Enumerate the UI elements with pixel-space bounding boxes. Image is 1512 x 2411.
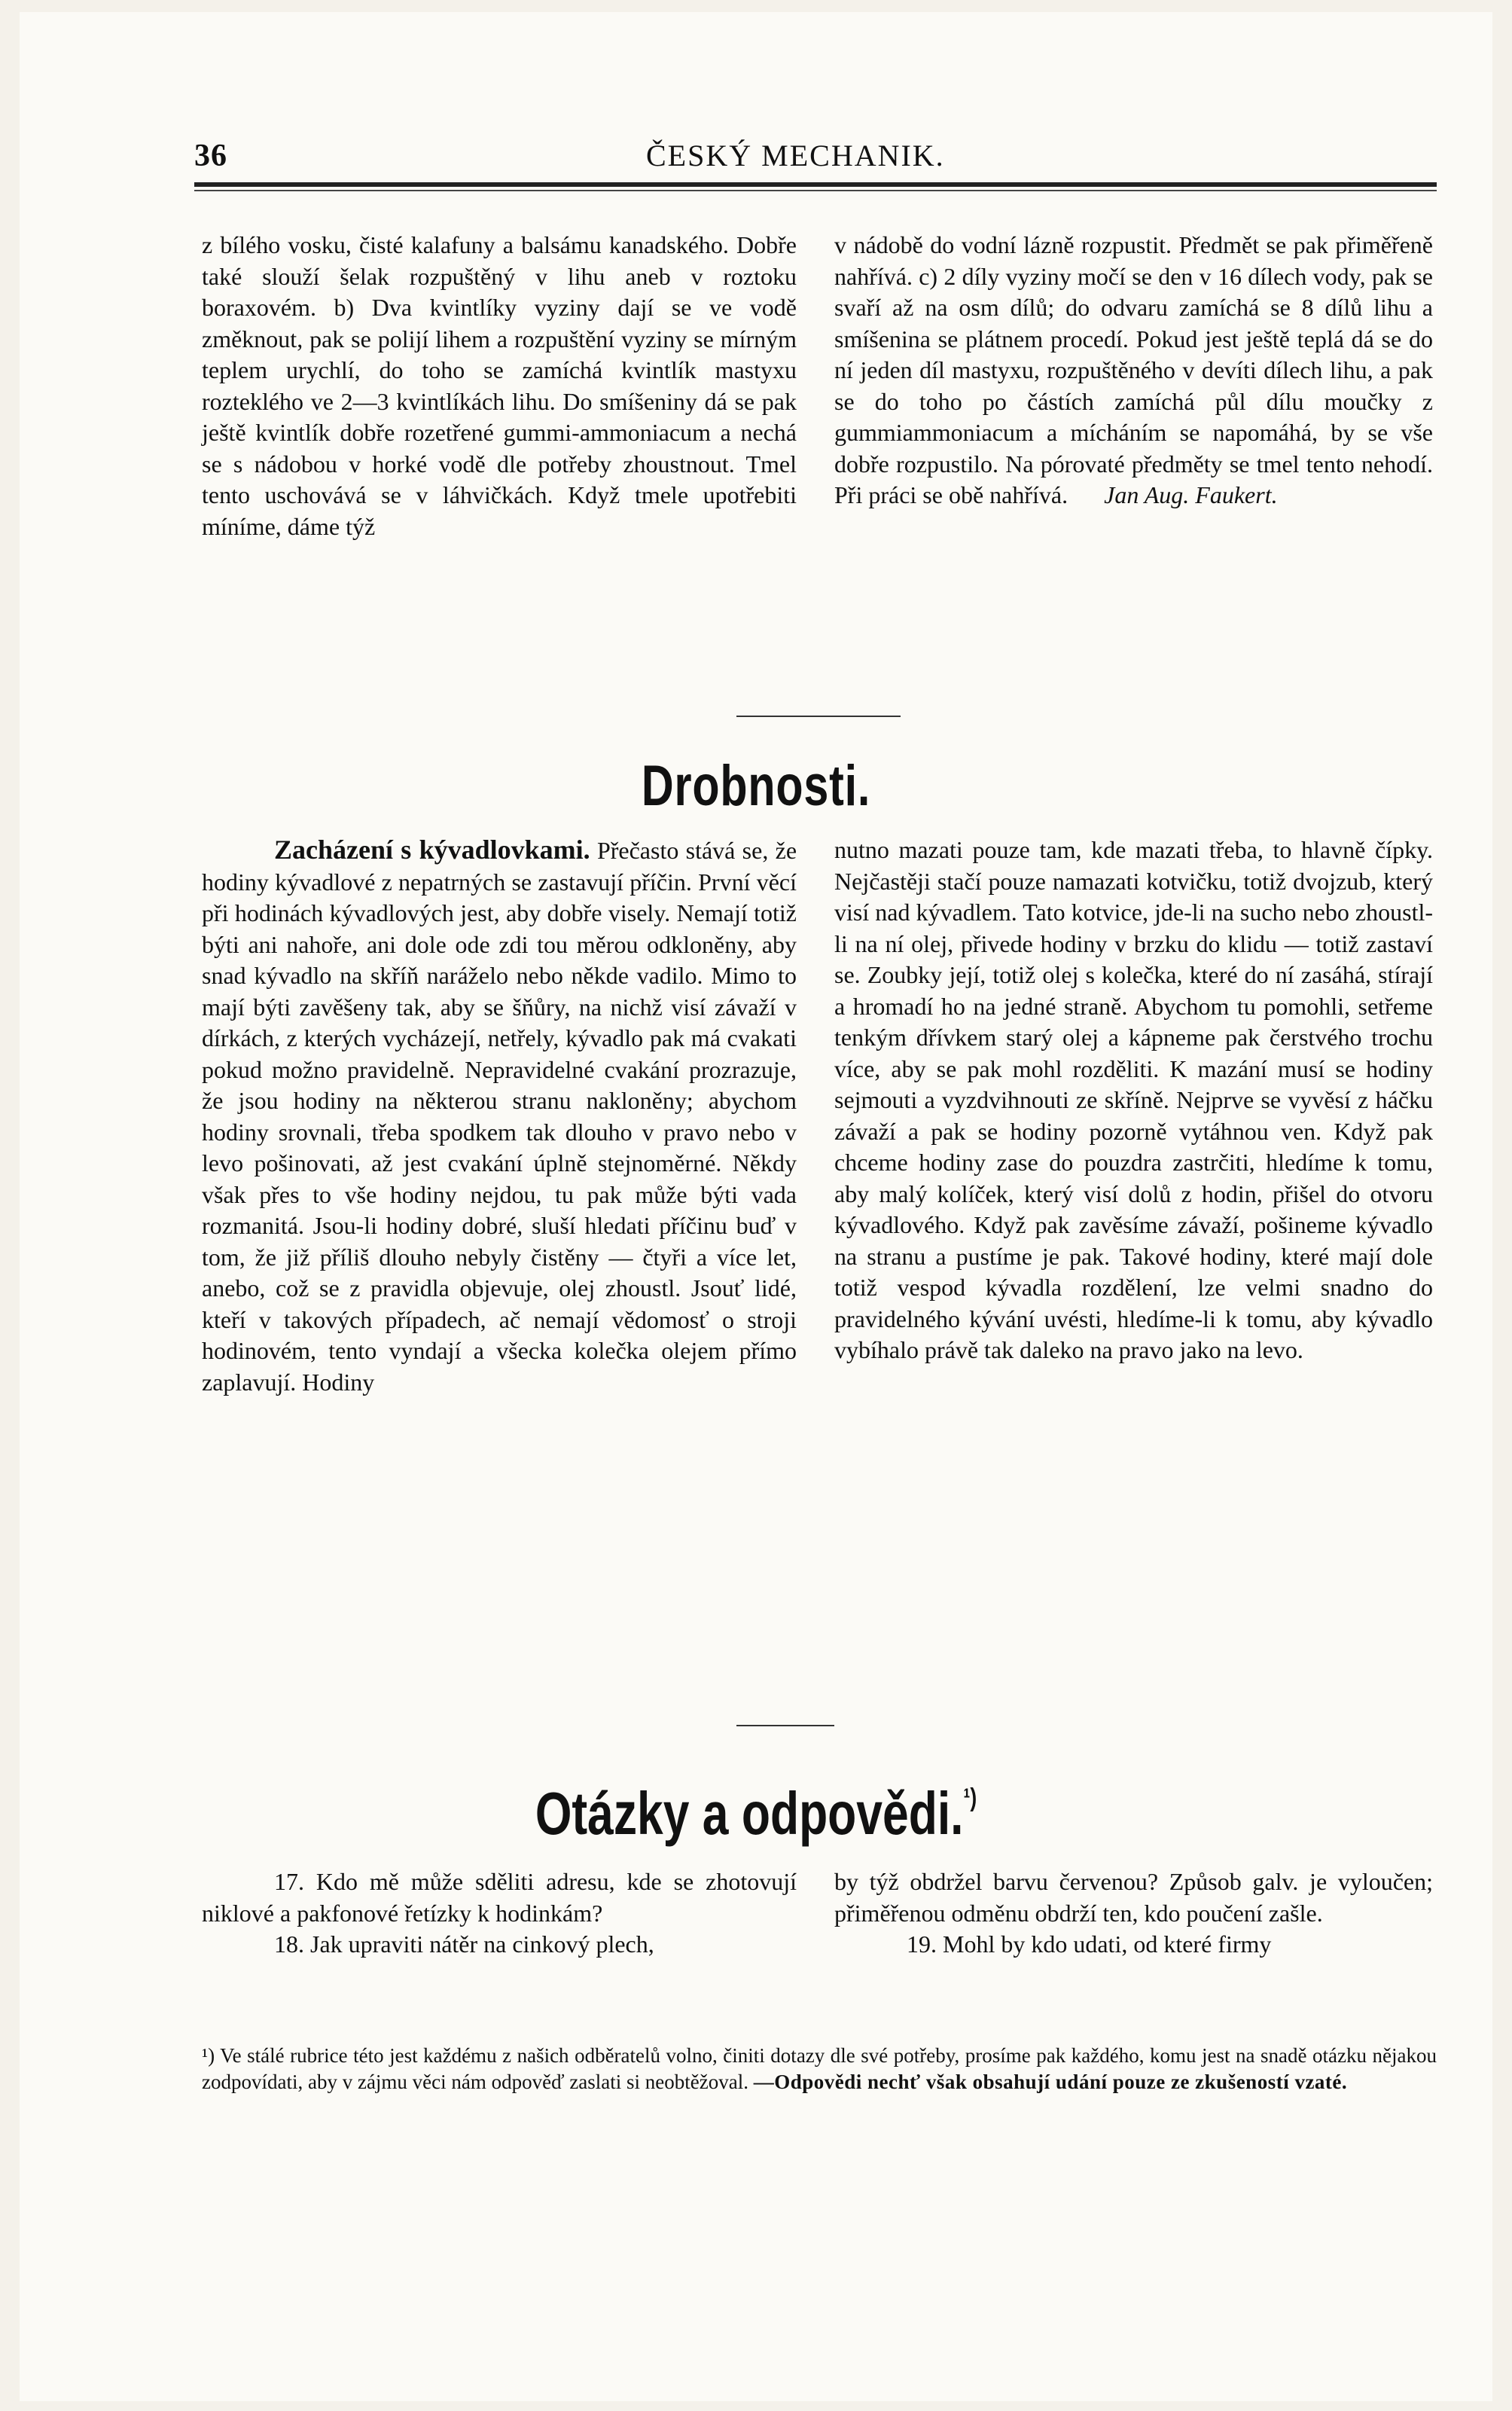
- running-title: ČESKÝ MECHANIK.: [646, 139, 945, 172]
- section-divider-2: [736, 1725, 834, 1726]
- top-article-left-text: z bílého vosku, čisté kalafuny a balsámu kanadského. Dobře také slouží šelak rozpuštěný v lihu aneb v roztoku boraxovém. b) Dva kvintlíky vyziny dají se ve vodě změknout, pak se polijí lihem a rozpuštění vyziny se mírným teplem urychlí, do toho se zamíchá kvintlík mastyxu rozteklého ve 2—3 kvintlíkách lihu. Do smíšeniny dá se pak ještě kvintlík dobře rozetřené gummi-ammoniacum a nechá se s nádobou v horké vodě dle potřeby zhoustnout. Tmel tento uschovává se v láhvičkách. Když tmele upotřebiti míníme, dáme týž: [202, 231, 797, 540]
- otazky-left-column: [202, 1866, 797, 1961]
- question-19: 19. Mohl by kdo udati, od které firmy: [907, 1930, 1272, 1958]
- article-title-kyvadlovky: Zacházení s kývadlovkami.: [274, 835, 590, 865]
- footnote-mark: ¹): [202, 2044, 215, 2067]
- footnote-emphasis: —Odpovědi nechť však obsahují udání pouze ze zkušeností vzaté.: [753, 2071, 1348, 2093]
- heading-otazky: Otázky a odpovědi.$^{^1)}$: [535, 1780, 977, 1847]
- header-rule-thick: [194, 182, 1437, 187]
- heading-drobnosti: Drobnosti.: [641, 754, 871, 818]
- page-header: [194, 138, 1437, 180]
- question-18: 18. Jak upraviti nátěr na cinkový plech,: [274, 1930, 654, 1958]
- header-rule-thin: [194, 190, 1437, 191]
- drobnosti-left-text: Zacházení s kývadlovkami. Přečasto stává se, že hodiny kývadlové z nepatrných se zastavují příčin. První věcí při hodinách kývadlových jest, aby dobře visely. Nemají totiž býti ani nahoře, ani dole ode zdi tou měrou odkloněny, aby snad kývadlo na skříň naráželo nebo někde vadilo. Mimo to mají býti zavěšeny tak, aby se šňůry, na nichž visí závaží v dírkách, z kterých vycházejí, netřely, kývadlo pak má cvakati pokud možno pravidelně. Nepravidelné cvakání prozrazuje, že jsou hodiny na některou stranu nakloněny; abychom hodiny srovnali, třeba spodkem tak dlouho v pravo nebo v levo pošinovati, až jest cvakání úplně stejnoměrné. Někdy však přes to vše hodiny nejdou, tu pak může býti vada rozmanitá. Jsou-li hodiny dobré, sluší hledati příčinu buď v tom, že již příliš dlouho nebyly čistěny — čtyři a více let, anebo, což se z pravidla objevuje, olej zhoustl. Jsouť lidé, kteří v takových případech, ač nemají vědomosť o stroji hodinovém, tento vyndají a všecka kolečka olejem přímo zaplavují. Hodiny: [202, 835, 797, 1396]
- drobnosti-left-column: [202, 835, 797, 1398]
- section-divider: [736, 716, 901, 717]
- top-article-right-text: v nádobě do vodní lázně rozpustit. Předmět se pak přiměřeně nahřívá. c) 2 díly vyziny močí se den v 16 dílech vody, pak se svaří až na osm dílů; do odvaru zamíchá se 8 dílů lihu a smíšenina se plátnem procedí. Pokud jest ještě teplá dá se do ní jeden díl mastyxu, rozpuštěného v devíti dílech lihu, a pak se do toho po částích zamíchá půl dílu moučky z gummiammoniacum a mícháním se napomáhá, by se vše dobře rozpustilo. Na pórovaté předměty se tmel tento nehodí. Při práci se obě nahřívá. Jan Aug. Faukert.: [834, 231, 1433, 508]
- page-number: 36: [194, 139, 227, 173]
- article-signature: Jan Aug. Faukert.: [1104, 481, 1278, 508]
- top-article-right-column: [834, 230, 1433, 511]
- top-article-left-column: [202, 230, 797, 542]
- otazky-right-column: [834, 1866, 1433, 1961]
- drobnosti-right-text: nutno mazati pouze tam, kde mazati třeba, to hlavně čípky. Nejčastěji stačí pouze namazati kotvičku, totiž dvojzub, který visí nad kývadlem. Tato kotvice, jde-li na sucho nebo zhoustl-li na ní olej, přivede hodiny v brzku do klidu — totiž zastaví se. Zoubky její, totiž olej s kolečka, které do ní zasáhá, stírají a hromadí ho na jedné straně. Abychom tu pomohli, setřeme tenkým dřívkem starý olej a kápneme pak čerstvého trochu více, aby se pak mohl rozděliti. K mazání musí se hodiny sejmouti a vyzdvihnouti ze skříně. Nejprve se vyvěsí z háčku závaží a pak se hodiny pozorně vytáhnou ven. Když pak chceme hodiny zase do pouzdra zastrčiti, hledíme k tomu, aby malý kolíček, který visí dolů z hodin, přišel do otvoru kývadlového. Když pak zavěsíme závaží, pošineme kývadlo na stranu a pustíme je pak. Takové hodiny, které mají dole totiž vespod kývadla rozdělení, lze velmi snadno do pravidelného kývání uvésti, hledíme-li k tomu, aby kývadlo vybíhalo právě tak daleko na pravo jako na levo.: [834, 836, 1433, 1363]
- footnote: [202, 2043, 1437, 2095]
- drobnosti-right-column: [834, 835, 1433, 1366]
- footnote-text: Ve stálé rubrice této jest každému z našich odběratelů volno, činiti dotazy dle své potřeby, prosíme pak každého, komu jest na snadě otázku nějakou zodpovídati, aby v zájmu věci nám odpověď zaslati si neobtěžoval.: [202, 2044, 1437, 2093]
- heading-note-mark: ¹): [963, 1784, 977, 1812]
- question-17: 17. Kdo mě může sděliti adresu, kde se zhotovují niklové a pakfonové řetízky k hodinkám?: [202, 1868, 797, 1927]
- question-18-continued: by týž obdržel barvu červenou? Způsob galv. je vyloučen; přiměřenou odměnu obdrží ten, kdo poučení zašle.: [834, 1868, 1433, 1927]
